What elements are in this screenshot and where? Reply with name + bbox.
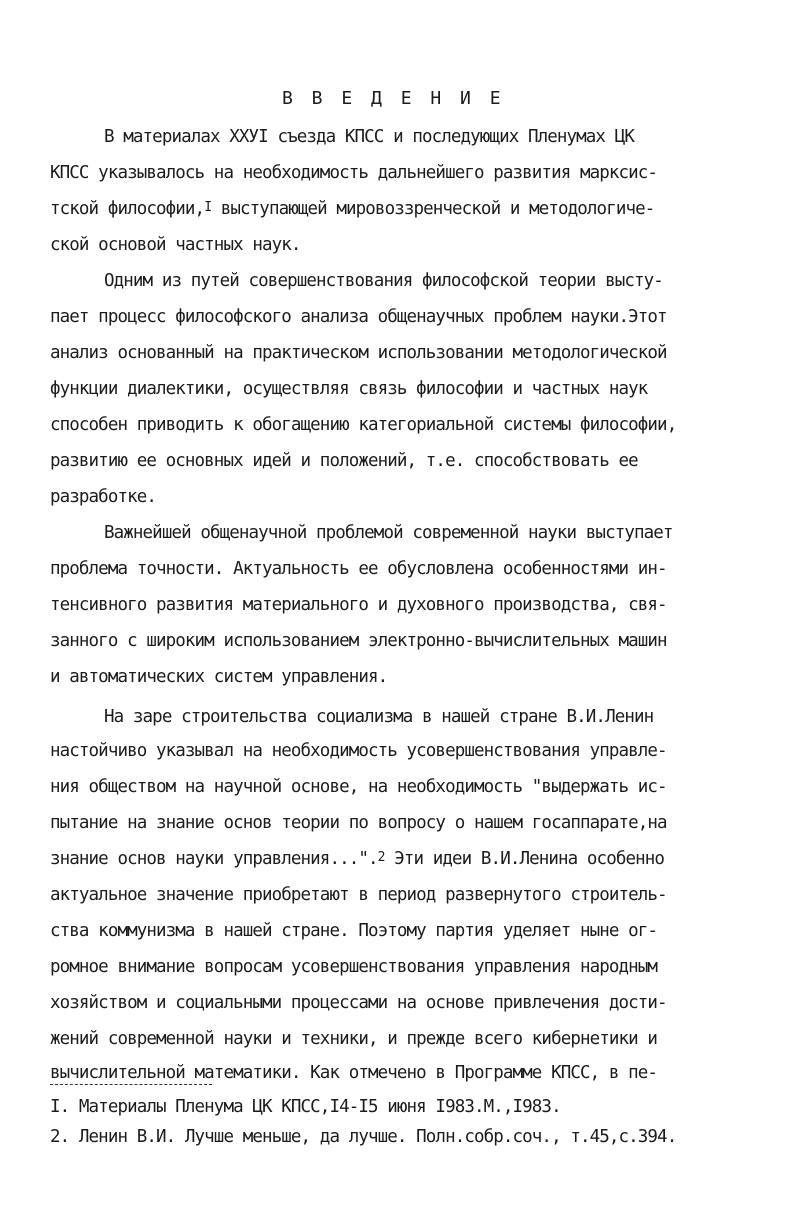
text-line: анализ основанный на практическом использовании методологической	[50, 343, 667, 363]
footnote-1: I. Материалы Пленума ЦК КПСС,I4-I5 июня I983.М.,I983.	[50, 1097, 561, 1117]
text-line: тенсивного развития материального и духовного производства, свя-	[50, 595, 667, 615]
text-line: способен приводить к обогащению категориальной системы философии,	[50, 415, 677, 435]
text-line: развитию ее основных идей и положений, т.е. способствовать ее	[50, 451, 638, 471]
footnote-2: 2. Ленин В.И. Лучше меньше, да лучше. Полн.собр.соч., т.45,с.394.	[50, 1127, 677, 1147]
text-line: ния обществом на научной основе, на необходимость "выдержать ис-	[50, 777, 667, 797]
text-line: КПСС указывалось на необходимость дальнейшего развития марксис-	[50, 163, 658, 183]
text-line: В материалах XXУI съезда КПСС и последующих Пленумах ЦК	[104, 127, 634, 147]
text-line: проблема точности. Актуальность ее обусловлена особенностями ин-	[50, 559, 667, 579]
text-line: Важнейшей общенаучной проблемой современной науки выступает	[104, 523, 673, 543]
text-line: функции диалектики, осуществляя связь философии и частных наук	[50, 379, 648, 399]
section-title: В В Е Д Е Н И Е	[282, 88, 505, 109]
text-line: пает процесс философского анализа общенаучных проблем науки.Этот	[50, 307, 667, 327]
text-line: жений современной науки и техники, и прежде всего кибернетики и	[50, 1029, 658, 1049]
text-line: ской основой частных наук.	[50, 235, 301, 255]
text-fragment: знание основ науки управления...".	[50, 849, 378, 869]
text-line: разработке.	[50, 487, 156, 507]
text-line: Одним из путей совершенствования философской теории выcту-	[104, 271, 663, 291]
text-line: пытание на знание основ теории по вопросу о нашем госаппарате,на	[50, 813, 667, 833]
text-fragment: Эти идеи В.И.Ленина особенно	[384, 849, 665, 869]
text-line: занного с широким использованием электронно-вычислительных машин	[50, 631, 667, 651]
footnote-separator	[50, 1084, 212, 1085]
text-line: хозяйством и социальными процессами на основе привлечения дости-	[50, 993, 667, 1013]
text-line: вычислительной математики. Как отмечено в Программе КПСС, в пе-	[50, 1063, 658, 1083]
text-line	[50, 198, 740, 220]
text-line: На заре строительства социализма в нашей стране В.И.Ленин	[104, 707, 654, 727]
text-line: актуальное значение приобретают в период развернутого строитель-	[50, 885, 667, 905]
text-line: и автоматических систем управления.	[50, 667, 388, 687]
text-line: настойчиво указывал на необходимость усовершенствования управле-	[50, 741, 667, 761]
text-line	[50, 848, 664, 870]
text-line: ромное внимание вопросам усовершенствования управления народным	[50, 957, 658, 977]
footnote-ref-2: 2	[377, 850, 385, 865]
text-fragment: тской философии,	[50, 199, 205, 219]
text-line: ства коммунизма в нашей стране. Поэтому партия уделяет ныне ог-	[50, 921, 658, 941]
text-fragment: выступающей мировоззренческой и методологиче-	[211, 199, 655, 219]
footnote-ref-1: I	[204, 200, 212, 215]
